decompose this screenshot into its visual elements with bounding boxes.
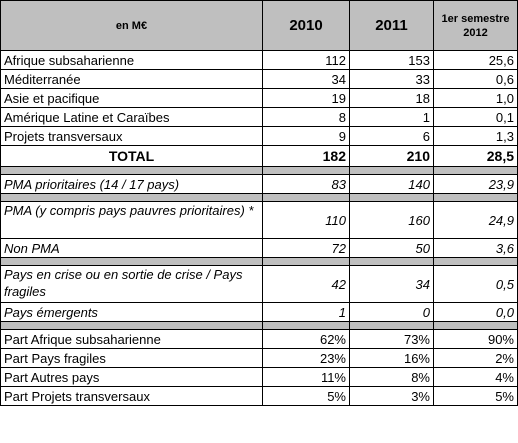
separator-row [1,258,518,266]
value-2010: 23% [263,349,350,368]
row-label: Non PMA [1,239,263,258]
table-row [1,70,518,89]
row-label: Méditerranée [1,70,263,89]
table-row [1,239,518,258]
value-sem-2012: 0,1 [434,108,518,127]
value-2010: 5% [263,387,350,406]
header-unit: en M€ [1,1,263,51]
table-row [1,330,518,349]
row-label: Part Projets transversaux [1,387,263,406]
value-2011: 1 [350,108,434,127]
row-label: PMA prioritaires (14 / 17 pays) [1,175,263,194]
value-2011: 6 [350,127,434,146]
value-sem-2012: 0,0 [434,303,518,322]
value-2011: 0 [350,303,434,322]
row-label: Part Autres pays [1,368,263,387]
value-2010: 83 [263,175,350,194]
row-label: Projets transversaux [1,127,263,146]
value-2011: 3% [350,387,434,406]
row-label: PMA (y compris pays pauvres prioritaires) * [1,202,263,239]
separator-row [1,322,518,330]
table-row [1,266,518,303]
table-row [1,51,518,70]
table-row [1,303,518,322]
header-semester-2012: 1er semestre 2012 [434,1,518,51]
row-label: Asie et pacifique [1,89,263,108]
value-2010: 62% [263,330,350,349]
value-2010: 1 [263,303,350,322]
value-2011: 140 [350,175,434,194]
value-sem-2012: 1,3 [434,127,518,146]
value-sem-2012: 2% [434,349,518,368]
total-row [1,146,518,167]
value-sem-2012: 24,9 [434,202,518,239]
value-sem-2012: 5% [434,387,518,406]
separator-row [1,194,518,202]
value-2011: 16% [350,349,434,368]
value-2010: 9 [263,127,350,146]
value-sem-2012: 4% [434,368,518,387]
row-label: Part Pays fragiles [1,349,263,368]
header-2011: 2011 [350,1,434,51]
table-row [1,368,518,387]
table-row [1,387,518,406]
row-label: Amérique Latine et Caraïbes [1,108,263,127]
value-2010: 42 [263,266,350,303]
value-sem-2012: 25,6 [434,51,518,70]
value-2010: 19 [263,89,350,108]
total-2010: 182 [263,146,350,167]
value-2010: 34 [263,70,350,89]
value-2010: 112 [263,51,350,70]
row-label: Afrique subsaharienne [1,51,263,70]
value-2011: 160 [350,202,434,239]
value-2011: 8% [350,368,434,387]
total-2011: 210 [350,146,434,167]
value-sem-2012: 90% [434,330,518,349]
header-2010: 2010 [263,1,350,51]
row-label: Pays en crise ou en sortie de crise / Pays fragiles [1,266,263,303]
value-2011: 34 [350,266,434,303]
value-2010: 11% [263,368,350,387]
row-label: Part Afrique subsaharienne [1,330,263,349]
table-row [1,89,518,108]
value-sem-2012: 3,6 [434,239,518,258]
value-sem-2012: 0,6 [434,70,518,89]
total-label: TOTAL [1,146,263,167]
table-row [1,349,518,368]
separator-row [1,167,518,175]
row-label: Pays émergents [1,303,263,322]
value-2011: 33 [350,70,434,89]
table-row [1,175,518,194]
table-row [1,108,518,127]
value-sem-2012: 1,0 [434,89,518,108]
table-row [1,202,518,239]
value-2010: 110 [263,202,350,239]
value-2011: 73% [350,330,434,349]
table-row [1,127,518,146]
value-sem-2012: 23,9 [434,175,518,194]
value-2011: 153 [350,51,434,70]
value-2011: 50 [350,239,434,258]
header-row [1,1,518,51]
value-2010: 8 [263,108,350,127]
value-2011: 18 [350,89,434,108]
total-sem-2012: 28,5 [434,146,518,167]
value-sem-2012: 0,5 [434,266,518,303]
value-2010: 72 [263,239,350,258]
